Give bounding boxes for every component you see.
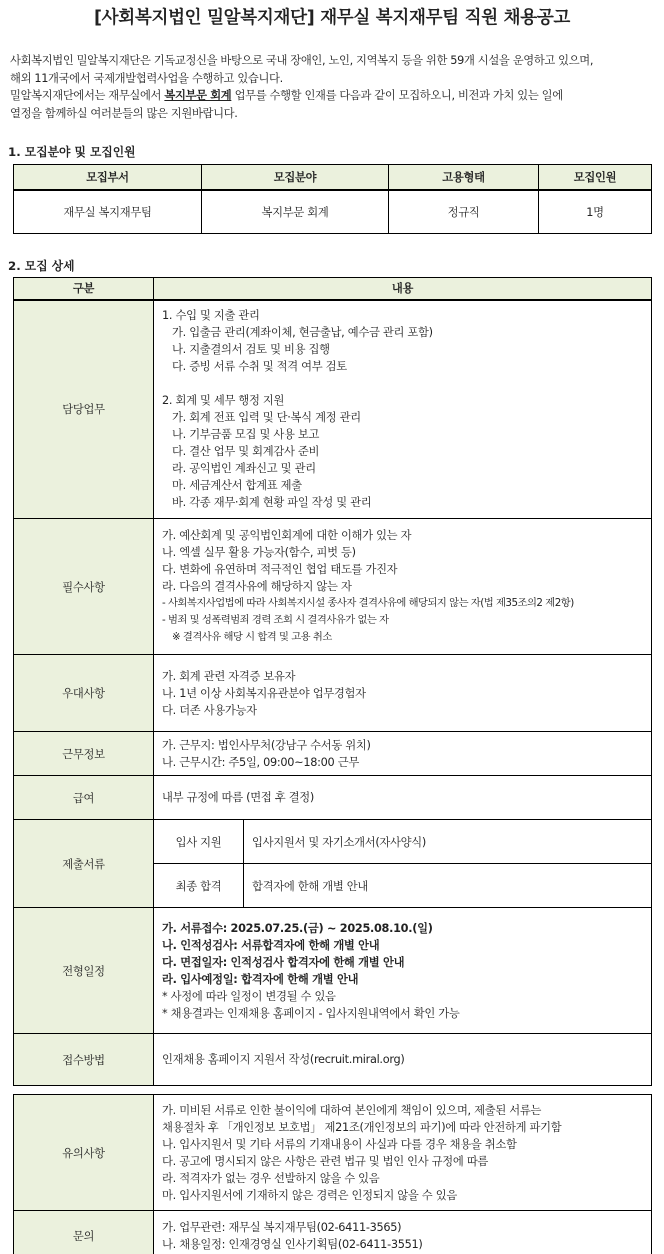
table-cell: 1명 [539,190,652,234]
notice-line: 라. 적격자가 없는 경우 선발하지 않을 수 있음 [162,1171,380,1185]
salary-content: 내부 규정에 따름 (면접 후 결정) [154,776,652,820]
intro-paragraph [10,52,660,122]
preferred-line: 다. 더존 사용가능자 [162,703,257,717]
header-cell: 구분 [14,278,154,300]
required-line: 가. 예산회계 및 공익법인회계에 대한 이해가 있는 자 [162,529,412,542]
work-info-line: 가. 근무지: 법인사무처(강남구 수서동 위치) [162,738,371,752]
documents-item: 합격자에 한해 개별 안내 [244,864,652,908]
gap-cell [14,1086,652,1095]
header-cell: 내용 [154,278,652,300]
schedule-line: 라. 입사예정일: 합격자에 한해 개별 안내 [162,972,359,986]
table-row [14,908,652,1034]
row-label-schedule: 전형일정 [14,908,154,1034]
table-row [14,300,652,519]
duties-line: 나. 기부금품 모집 및 사용 보고 [172,428,320,442]
notice-line: 마. 입사지원서에 기재하지 않은 경력은 인정되지 않을 수 있음 [162,1188,457,1202]
table-row [14,820,652,864]
row-label-preferred: 우대사항 [14,655,154,732]
table-gap [14,1086,652,1095]
section1-heading: 1. 모집분야 및 모집인원 [8,145,136,159]
duties-line: 마. 세금계산서 합계표 제출 [172,479,302,493]
table-row [14,776,652,820]
table-cell: 복지부문 회계 [202,190,389,234]
duties-line: 2. 회계 및 세무 행정 지원 [162,394,285,408]
duties-line: 바. 각종 재무·회계 현황 파일 작성 및 관리 [172,496,372,510]
schedule-note: * 사정에 따라 일정이 변경될 수 있음 [162,989,336,1003]
duties-line: 다. 증빙 서류 수취 및 적격 여부 검토 [172,360,347,374]
duties-line: 다. 결산 업무 및 회계감사 준비 [172,445,320,459]
duties-line [162,375,645,392]
intro-line: 열정을 함께하실 여러분들의 많은 지원바랍니다. [10,106,238,120]
duties-line: 나. 지출결의서 검토 및 비용 집행 [172,343,330,357]
contact-content [154,1211,652,1254]
notice-line: 나. 입사지원서 및 기타 서류의 기재내용이 사실과 다를 경우 채용을 취소함 [162,1137,517,1151]
table-row [14,519,652,655]
preferred-line: 가. 회계 관련 자격증 보유자 [162,669,296,683]
page-title: [사회복지법인 밀알복지재단] 재무실 복지재무팀 직원 채용공고 [93,8,571,28]
table-row [14,655,652,732]
contact-line: 나. 채용일정: 인재경영실 인사기획팀(02-6411-3551) [162,1237,423,1251]
schedule-line: 가. 서류접수: 2025.07.25.(금) ~ 2025.08.10.(일) [162,921,433,935]
row-label-apply: 접수방법 [14,1034,154,1086]
header-cell: 모집인원 [539,165,652,190]
row-label-documents: 제출서류 [14,820,154,908]
intro-text: 업무를 수행할 인재를 다음과 같이 모집하오니, 비전과 가치 있는 일에 [231,89,563,102]
header-cell: 모집부서 [14,165,202,190]
intro-text: 밀알복지재단에서는 재무실에서 [10,89,165,102]
row-label-contact: 문의 [14,1211,154,1254]
preferred-content [154,655,652,732]
schedule-line: 다. 면접일자: 인적성검사 합격자에 한해 개별 안내 [162,955,405,969]
required-line: 라. 다음의 결격사유에 해당하지 않는 자 [162,580,352,593]
section2-heading: 2. 모집 상세 [8,259,75,273]
intro-line: 해외 11개국에서 국제개발협력사업을 수행하고 있습니다. [10,71,283,85]
schedule-line: 나. 인적성검사: 서류합격자에 한해 개별 안내 [162,938,380,952]
notice-line: 다. 공고에 명시되지 않은 사항은 관련 법규 및 법인 인사 규정에 따름 [162,1154,489,1168]
table-cell: 재무실 복지재무팀 [14,190,202,234]
schedule-content [154,908,652,1034]
required-content [154,519,652,655]
duties-line: 가. 입출금 관리(계좌이체, 현금출납, 예수금 관리 포함) [172,326,433,340]
required-line: - 사회복지사업법에 따라 사회복지시설 종사자 결격사유에 해당되지 않는 자(법 제35조의2 제2항) [162,597,574,609]
duties-line: 1. 수입 및 지출 관리 [162,309,260,323]
table-row [14,732,652,776]
required-line: 나. 엑셀 실무 활용 가능자(함수, 피벗 등) [162,546,356,559]
row-label-required: 필수사항 [14,519,154,655]
contact-line: 가. 업무관련: 재무실 복지재무팀(02-6411-3565) [162,1220,402,1234]
documents-stage: 입사 지원 [154,820,244,864]
table-row [14,1034,652,1086]
required-line: ※ 결격사유 해당 시 합격 및 고용 취소 [172,631,332,643]
row-label-salary: 급여 [14,776,154,820]
table-row [14,1211,652,1254]
row-label-duties: 담당업무 [14,300,154,519]
table-row [14,1095,652,1211]
intro-line: 사회복지법인 밀알복지재단은 기독교정신을 바탕으로 국내 장애인, 노인, 지역복지 등을 위한 59개 시설을 운영하고 있으며, [10,54,594,67]
required-line: 다. 변화에 유연하며 적극적인 협업 태도를 가진자 [162,563,398,576]
recruitment-summary-table [13,164,652,234]
header-cell: 고용형태 [389,165,539,190]
table-row [14,190,652,234]
notice-line: 가. 미비된 서류로 인한 불이익에 대하여 본인에게 책임이 있으며, 제출된 서류는 [162,1103,542,1117]
table-cell: 정규직 [389,190,539,234]
recruitment-detail-table [13,277,652,1254]
row-label-work-info: 근무정보 [14,732,154,776]
apply-content: 인재채용 홈페이지 지원서 작성(recruit.miral.org) [154,1034,652,1086]
duties-content [154,300,652,519]
work-info-content [154,732,652,776]
duties-line: 가. 회계 전표 입력 및 단·복식 계정 관리 [172,411,361,425]
notice-line: 채용절차 후 「개인정보 보호법」 제21조(개인정보의 파기)에 따라 안전하게 파기함 [162,1120,562,1134]
documents-stage: 최종 합격 [154,864,244,908]
schedule-note: * 채용결과는 인재채용 홈페이지 - 입사지원내역에서 확인 가능 [162,1006,460,1020]
intro-line [10,87,660,105]
table-header-row [14,278,652,300]
notice-content [154,1095,652,1211]
preferred-line: 나. 1년 이상 사회복지유관분야 업무경험자 [162,686,366,700]
documents-item: 입사지원서 및 자기소개서(자사양식) [244,820,652,864]
duties-line: 라. 공익법인 계좌신고 및 관리 [172,462,316,476]
required-line: - 범죄 및 성폭력범죄 경력 조회 시 결격사유가 없는 자 [162,614,389,626]
work-info-line: 나. 근무시간: 주5일, 09:00~18:00 근무 [162,755,359,769]
intro-emphasis: 복지부문 회계 [164,89,232,102]
row-label-notice: 유의사항 [14,1095,154,1211]
table-header-row [14,165,652,190]
header-cell: 모집분야 [202,165,389,190]
